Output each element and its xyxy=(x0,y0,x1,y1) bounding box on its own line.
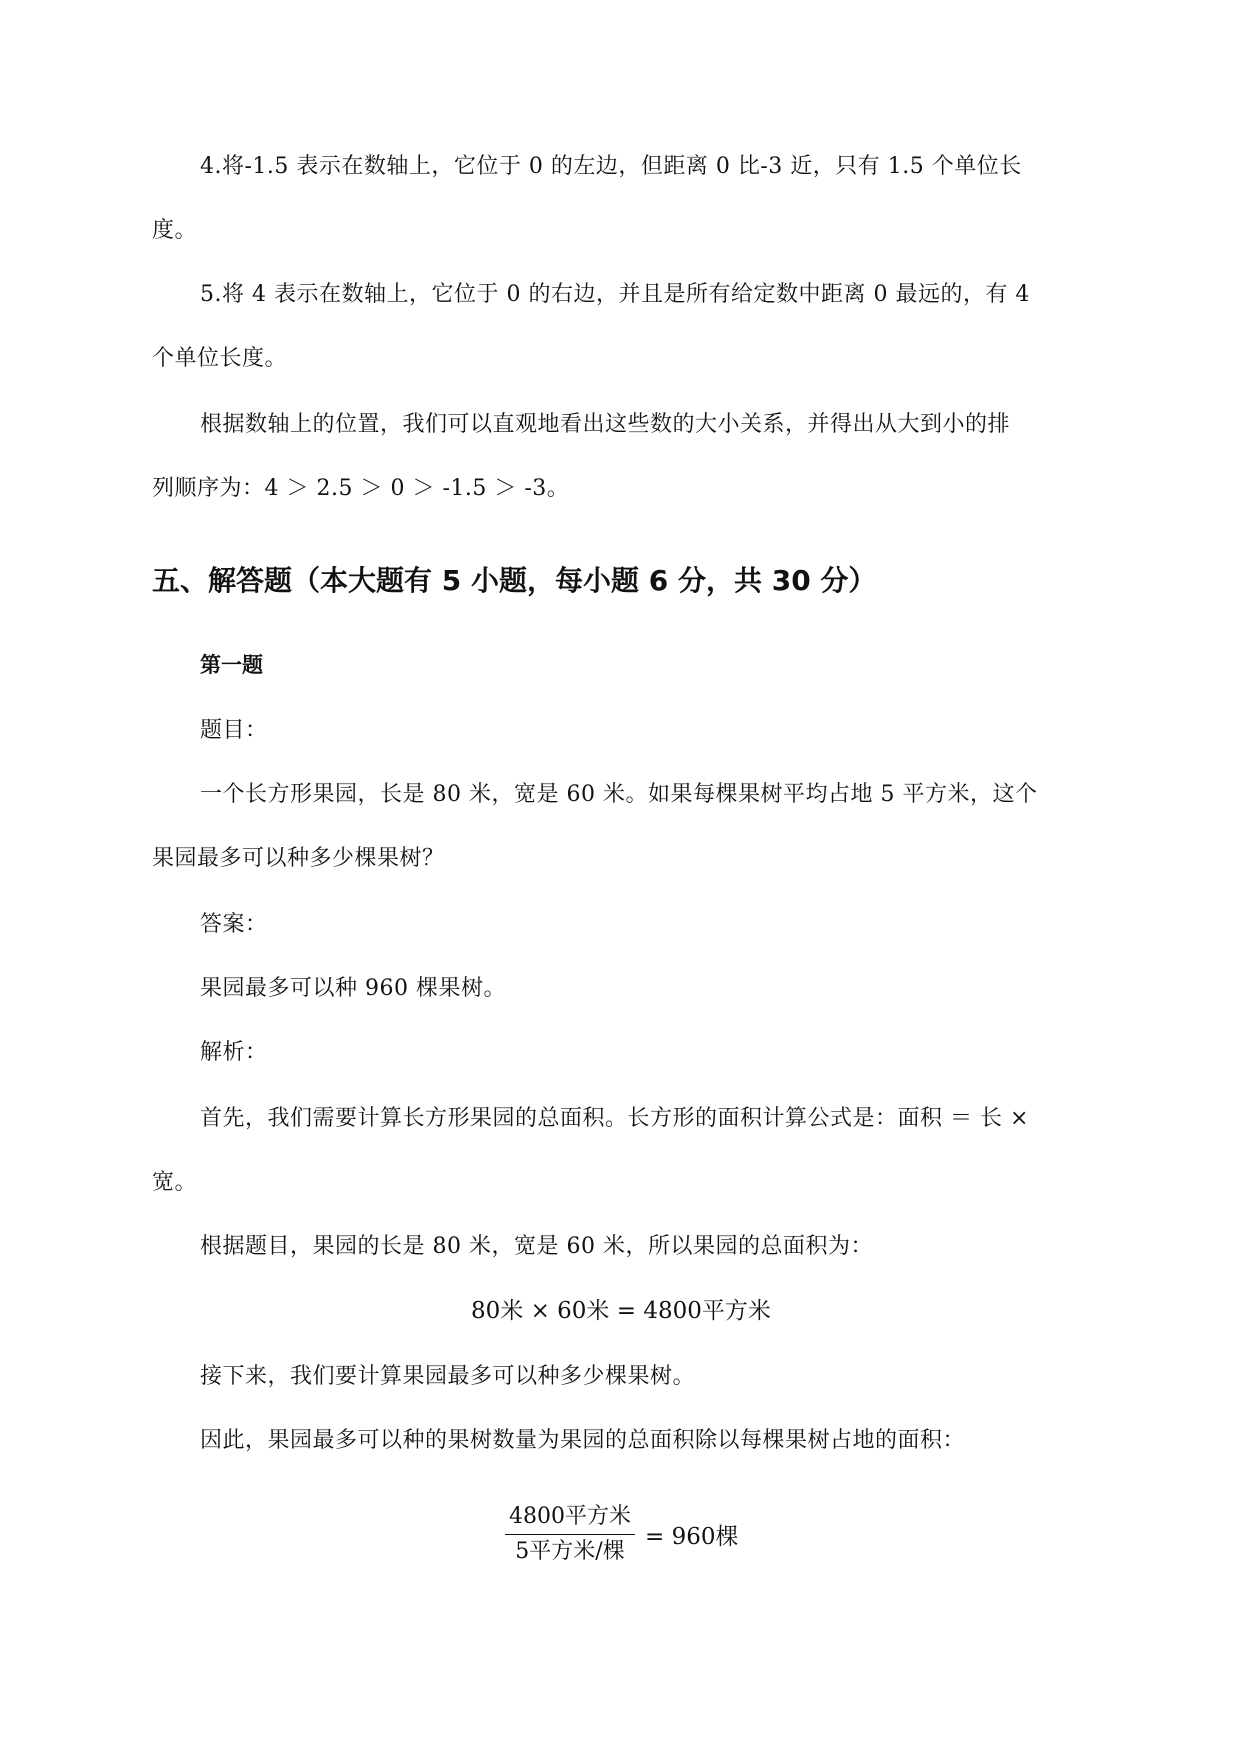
analysis-line2: 宽。 xyxy=(152,1170,198,1195)
fraction-denominator: 5平方米/棵 xyxy=(515,1539,625,1564)
analysis-line3: 根据题目，果园的长是 80 米，宽是 60 米，所以果园的总面积为： xyxy=(200,1234,873,1259)
analysis-label: 解析： xyxy=(200,1040,268,1065)
item5-line1: 5.将 4 表示在数轴上，它位于 0 的右边，并且是所有给定数中距离 0 最远的，有 4 xyxy=(200,282,1030,307)
item5-line2: 个单位长度。 xyxy=(152,346,288,371)
question-title: 第一题 xyxy=(200,653,263,677)
question-line1: 一个长方形果园，长是 80 米，宽是 60 米。如果每棵果树平均占地 5 平方米，这个 xyxy=(200,782,1038,807)
count-formula xyxy=(505,1502,738,1567)
answer-text: 果园最多可以种 960 棵果树。 xyxy=(200,976,506,1001)
analysis-line1: 首先，我们需要计算长方形果园的总面积。长方形的面积计算公式是：面积 ＝ 长 × xyxy=(200,1106,1029,1131)
area-formula: 80米 × 60米 = 4800平方米 xyxy=(471,1298,771,1324)
question-line2: 果园最多可以种多少棵果树？ xyxy=(152,846,445,871)
analysis-line5: 因此，果园最多可以种的果树数量为果园的总面积除以每棵果树占地的面积： xyxy=(200,1428,966,1453)
question-label: 题目： xyxy=(200,718,268,743)
item4-line2: 度。 xyxy=(152,218,198,243)
fraction-numerator: 4800平方米 xyxy=(505,1502,635,1535)
item4-line1: 4.将-1.5 表示在数轴上，它位于 0 的左边，但距离 0 比-3 近，只有 1.5 个单位长 xyxy=(200,154,1022,179)
summary-line2: 列顺序为：4 ＞ 2.5 ＞ 0 ＞ -1.5 ＞ -3。 xyxy=(152,476,570,501)
section-heading: 五、解答题（本大题有 5 小题，每小题 6 分，共 30 分） xyxy=(152,564,877,597)
analysis-line4: 接下来，我们要计算果园最多可以种多少棵果树。 xyxy=(200,1364,696,1389)
fraction-result: = 960棵 xyxy=(645,1524,739,1550)
summary-line1: 根据数轴上的位置，我们可以直观地看出这些数的大小关系，并得出从大到小的排 xyxy=(200,412,1011,437)
answer-label: 答案： xyxy=(200,912,268,937)
fraction xyxy=(505,1502,635,1567)
